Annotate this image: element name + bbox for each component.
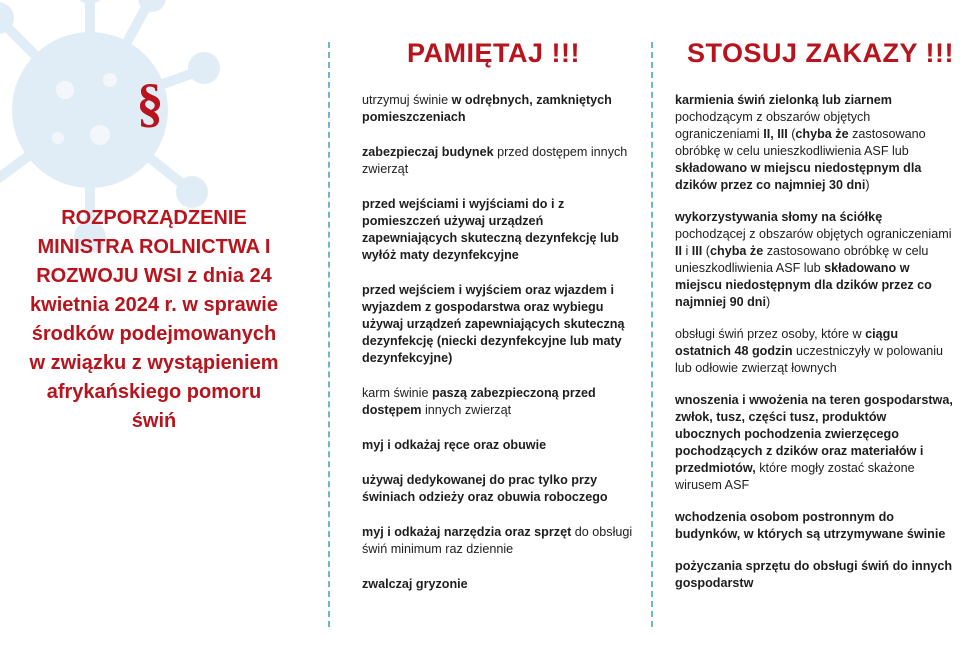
remember-heading: PAMIĘTAJ !!! — [407, 38, 580, 68]
list-item: wchodzenia osobom postronnym do budynków, w których są utrzymywane świnie — [675, 510, 946, 541]
prohibitions-heading: STOSUJ ZAKAZY !!! — [687, 38, 955, 68]
prohibitions-list — [675, 92, 955, 592]
list-item: utrzymuj świnie w odrębnych, zamkniętych pomieszczeniach — [362, 93, 612, 124]
section-symbol: § — [136, 73, 164, 133]
list-item: przed wejściami i wyjściami do i z pomieszczeń używaj urządzeń zapewniających skuteczną dezynfekcję lub wyłóż maty dezynfekcyjne — [362, 197, 619, 262]
list-item: wnoszenia i wwożenia na teren gospodarstwa, zwłok, tusz, części tusz, produktów ubocznych pochodzenia zwierzęcego pochodzących z dzików oraz materiałów i przedmiotów, które mogły zostać skażone wirusem ASF — [675, 393, 953, 492]
regulation-title: ROZPORZĄDZENIE MINISTRA ROLNICTWA I ROZWOJU WSI z dnia 24 kwietnia 2024 r. w sprawie środków podejmowanych w związku z wystąpieniem afrykańskiego pomoru świń — [29, 207, 279, 432]
column-divider — [651, 42, 653, 627]
column-divider — [328, 42, 330, 627]
list-item: obsługi świń przez osoby, które w ciągu ostatnich 48 godzin uczestniczyły w polowaniu lub odłowie zwierząt łownych — [675, 327, 944, 375]
list-item: zabezpieczaj budynek przed dostępem innych zwierząt — [362, 145, 628, 176]
list-item: karm świnie paszą zabezpieczoną przed dostępem innych zwierząt — [362, 386, 596, 417]
list-item: używaj dedykowanej do prac tylko przy świniach odzieży oraz obuwia roboczego — [362, 473, 608, 504]
list-item: karmienia świń zielonką lub ziarnem pochodzącym z obszarów objętych ograniczeniami II, III (chyba że zastosowano obróbkę w celu unieszkodliwienia ASF lub składowano w miejscu niedostępnym dla dzików przez co najmniej 30 dni) — [675, 93, 926, 192]
regulation-panel — [0, 0, 325, 672]
remember-list — [362, 92, 640, 593]
list-item: przed wejściem i wyjściem oraz wjazdem i wyjazdem z gospodarstwa oraz wybiegu używaj urządzeń zapewniających skuteczną dezynfekcję (niecki dezynfekcyjne lub maty dezynfekcyjne) — [362, 283, 625, 365]
list-item: zwalczaj gryzonie — [362, 577, 468, 591]
list-item: myj i odkażaj ręce oraz obuwie — [362, 438, 547, 452]
list-item: wykorzystywania słomy na ściółkę pochodzącej z obszarów objętych ograniczeniami II i III (chyba że zastosowano obróbkę w celu unieszkodliwienia ASF lub składowano w miejscu niedostępnym dla dzików przez co najmniej 90 dni) — [675, 210, 952, 309]
list-item: pożyczania sprzętu do obsługi świń do innych gospodarstw — [675, 559, 953, 590]
prohibitions-column — [675, 36, 955, 607]
list-item: myj i odkażaj narzędzia oraz sprzęt do obsługi świń minimum raz dziennie — [362, 525, 633, 556]
remember-column — [362, 36, 640, 611]
